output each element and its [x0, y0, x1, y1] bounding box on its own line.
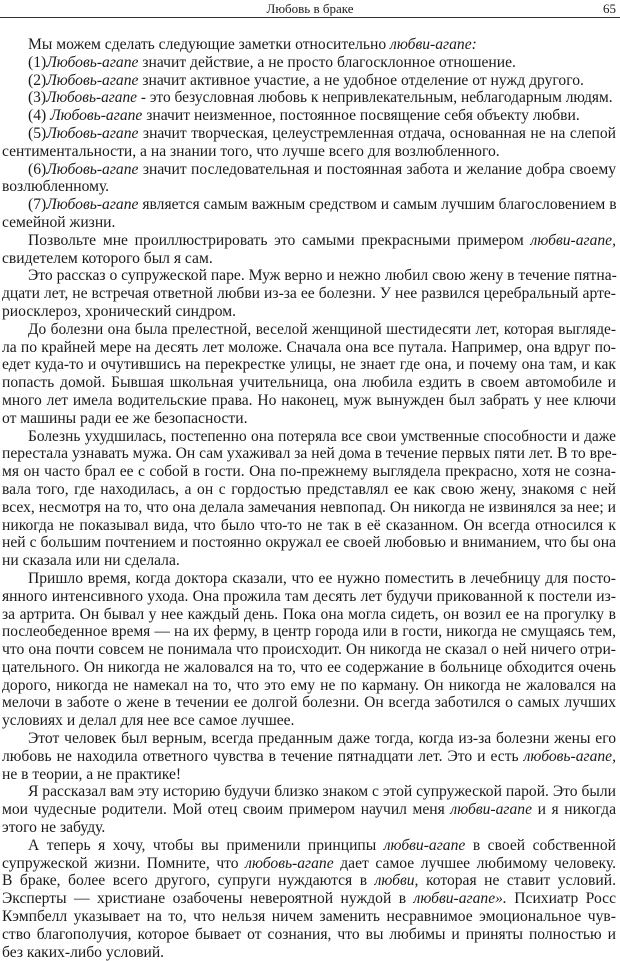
paragraph: [2, 783, 616, 836]
text-segment: от машины ради ее же безопасности.: [2, 409, 248, 427]
text-line: [2, 89, 616, 107]
body-text: [2, 36, 616, 961]
text-segment: - это безусловная любовь к непривлекательным, неблагодарным людям.: [137, 89, 613, 107]
italic-term: Любовь-агапе: [46, 196, 139, 214]
text-line: [2, 285, 616, 303]
text-line: [2, 890, 616, 908]
text-line: [2, 196, 616, 214]
text-line: [2, 641, 616, 659]
text-line: [2, 712, 616, 730]
paragraph: [2, 125, 616, 161]
text-segment: супружеской жизни. Помните, что: [2, 854, 246, 872]
text-line: [2, 748, 616, 766]
text-line: [2, 944, 616, 961]
text-segment: дцати лет, не встречая ответной любви из-за ее болезни. У нее развился церебральный арте-: [2, 285, 616, 303]
text-line: [2, 570, 616, 588]
text-line: [2, 730, 616, 748]
text-segment: всех, несмотря на то, что она делала замечания невпопад. Он никогда не извинялся за нее; и: [2, 498, 616, 516]
text-line: [2, 178, 616, 196]
text-line: [2, 445, 616, 463]
text-segment: возлюбленному.: [2, 178, 110, 196]
paragraph: [2, 54, 616, 72]
text-segment: любовь не находила ответного чувства в течение пятнадцати лет. Это и есть: [2, 747, 524, 765]
text-segment: значит активное участие, а не удобное отделение от нужд другого.: [138, 71, 584, 89]
text-line: [2, 552, 616, 570]
text-segment: вала того, где находилась, а он с гордостью представлял ее как свою жену, знакомя с ней: [2, 480, 616, 498]
text-segment: за артрита. Он бывал у нее каждый день. Пока она могла сидеть, он возил ее на прогулку в: [2, 605, 616, 623]
text-segment: не в теории, а не практике!: [2, 765, 182, 783]
text-line: [2, 837, 616, 855]
text-segment: (6): [28, 160, 47, 178]
text-segment: условиях и делал для нее все самое лучшее.: [2, 712, 295, 730]
paragraph: [2, 107, 616, 125]
text-segment: значит неизменное, постоянное посвящение себя объекту любви.: [142, 107, 580, 125]
text-segment: значит творческая, целеустремленная отдача, основанная не на слепой: [138, 124, 616, 142]
paragraph: [2, 196, 616, 232]
text-line: [2, 303, 616, 321]
italic-term: любви-агапе: [450, 801, 532, 819]
text-segment: значит действие, а не просто благосклонное отношение.: [138, 53, 516, 71]
text-segment: (1): [28, 53, 47, 71]
text-line: [2, 872, 616, 890]
text-line: [2, 659, 616, 677]
paragraph: [2, 570, 616, 730]
italic-term: Любовь-агапе: [46, 53, 139, 71]
text-line: [2, 499, 616, 517]
italic-term: Любовь-агапе: [50, 107, 143, 125]
text-line: [2, 677, 616, 695]
text-segment: много лет имела водительские права. Но наконец, муж вынужден был забрать у нее ключи: [2, 391, 616, 409]
text-line: [2, 606, 616, 624]
text-line: [2, 855, 616, 873]
text-line: [2, 766, 616, 784]
text-segment: сентиментальности, а на знании того, что лучше всего для возлюбленного.: [2, 142, 500, 160]
text-line: [2, 214, 616, 232]
text-segment: мя он часто брал ее с собой в гости. Она по-прежнему выглядела прекрасно, хотя не созна-: [2, 463, 616, 481]
text-line: [2, 374, 616, 392]
text-segment: Пришло время, когда доктора сказали, что ее нужно поместить в лечебницу для посто-: [28, 569, 616, 587]
italic-term: любви-агапе».: [413, 890, 507, 908]
text-segment: До болезни она была прелестной, веселой женщиной шестидесяти лет, которая выгляде-: [28, 320, 616, 338]
text-line: [2, 926, 616, 944]
paragraph: [2, 232, 616, 268]
text-line: [2, 250, 616, 268]
text-line: [2, 534, 616, 552]
page-header: [0, 0, 620, 18]
text-line: [2, 125, 616, 143]
italic-term: любви,: [374, 872, 419, 890]
text-segment: мелочи в заботе о жене в течении ее долгой болезни. Он всегда заботился о самых лучших: [2, 694, 616, 712]
text-segment: Кэмпбелл указывает на то, что нельзя ничем заменить несравнимое эмоциональное чув-: [2, 908, 616, 926]
italic-term: любовь-агапе: [245, 854, 334, 872]
text-segment: семейной жизни.: [2, 213, 116, 231]
text-segment: перестала узнавать мужа. Он сам ухаживал за ней дома в течение первых пяти лет. В то вре-: [2, 445, 617, 463]
text-segment: ла по крайней мере на десять лет моложе. Сначала она все путала. Например, она вдруг по-: [2, 338, 616, 356]
text-segment: Болезнь ухудшилась, постепенно она потеряла все свои умственные способности и даже: [28, 427, 616, 445]
text-segment: янного интенсивного ухода. Она прожила там десять лет будучи прикованной к постели из-: [2, 587, 616, 605]
text-segment: дает самое лучшее любимому человеку.: [333, 854, 616, 872]
text-segment: ни сказала или ни сделала.: [2, 552, 180, 570]
italic-term: любовь-агапе,: [523, 747, 616, 765]
text-line: [2, 428, 616, 446]
text-line: [2, 801, 616, 819]
paragraph: [2, 72, 616, 90]
text-line: [2, 321, 616, 339]
text-segment: (3): [28, 89, 46, 107]
text-segment: (5): [28, 124, 47, 142]
text-segment: риосклероз, хронический синдром.: [2, 302, 237, 320]
paragraph: [2, 89, 616, 107]
text-segment: значит последовательная и постоянная забота и желание добра своему: [138, 160, 616, 178]
text-line: [2, 54, 616, 72]
text-line: [2, 356, 616, 374]
paragraph: [2, 36, 616, 54]
text-segment: попасть домой. Бывшая школьная учительница, она любила ездить в своем автомобиле и: [2, 374, 616, 392]
text-line: [2, 819, 616, 837]
text-line: [2, 517, 616, 535]
text-segment: (7): [28, 196, 47, 214]
text-line: [2, 232, 616, 250]
text-segment: свидетелем которого был я сам.: [2, 249, 213, 267]
text-line: [2, 267, 616, 285]
italic-term: любви-агапе:: [390, 36, 477, 53]
text-segment: Психиатр Росс: [506, 890, 616, 908]
paragraph: [2, 321, 616, 428]
text-segment: цательного. Он никогда не жаловался на то, что ее содержание в больнице обходится очень: [2, 658, 616, 676]
text-segment: едет куда-то и очутившись на перекрестке улицы, не знает где она, и почему она там, и как: [2, 356, 616, 374]
text-line: [2, 161, 616, 179]
text-segment: В браке, более всего другого, супруги нуждаются в: [2, 872, 375, 890]
paragraph: [2, 428, 616, 570]
text-line: [2, 908, 616, 926]
text-line: [2, 107, 616, 125]
text-line: [2, 694, 616, 712]
text-segment: ство благополучия, которое бывает от сознания, что вы любимы и приняты полностью и: [2, 925, 616, 943]
paragraph: [2, 837, 616, 961]
text-segment: что она почти совсем не понимала что происходит. Он никогда не сказал о ней ничего отри-: [2, 641, 616, 659]
text-line: [2, 623, 616, 641]
italic-term: любви-агапе,: [530, 231, 616, 249]
text-segment: которая не ставит условий.: [418, 872, 616, 890]
text-line: [2, 392, 616, 410]
text-segment: послеобеденное время — на их ферму, в центр города или в гости, никогда не смущаясь тем,: [2, 623, 616, 641]
page-number: 65: [603, 1, 616, 16]
paragraph: [2, 161, 616, 197]
text-segment: никогда не показывал вида, что было что-то не так в её сказанном. Он всегда относился к: [2, 516, 616, 534]
italic-term: Любовь-агапе: [46, 71, 139, 89]
text-segment: (2): [28, 71, 47, 89]
text-line: [2, 481, 616, 499]
text-segment: Я рассказал вам эту историю будучи близко знаком с этой супружеской парой. Это были: [28, 783, 616, 801]
italic-term: Любовь-агапе: [45, 89, 137, 107]
running-title: Любовь в браке: [266, 1, 354, 16]
text-segment: Эксперты — христиане озабочены невероятной нуждой в: [2, 890, 414, 908]
text-line: [2, 339, 616, 357]
paragraph: [2, 267, 616, 320]
text-segment: без каких-либо условий.: [2, 943, 165, 961]
text-segment: Этот человек был верным, всегда преданным даже тогда, когда из-за болезни жены его: [28, 730, 616, 748]
text-line: [2, 36, 616, 54]
text-line: [2, 143, 616, 161]
text-segment: дорого, никогда не намекал на то, что это ему не по карману. Он никогда не жаловался на: [2, 676, 616, 694]
text-segment: Это рассказ о супружеской паре. Муж верно и нежно любил свою жену в течение пятна-: [28, 267, 617, 285]
italic-term: Любовь-агапе: [46, 124, 139, 142]
italic-term: любви-агапе: [383, 836, 466, 854]
text-segment: (4): [28, 107, 51, 125]
text-line: [2, 72, 616, 90]
text-segment: Позвольте мне проиллюстрировать это самыми прекрасными примером: [28, 231, 531, 249]
text-segment: мои чудесные родители. Мой отец своим примером научил меня: [2, 801, 451, 819]
text-segment: ней с большим почтением и постоянно окружал ее своей любовью и вниманием, что бы она: [2, 534, 616, 552]
text-segment: и я никогда: [532, 801, 616, 819]
paragraph: [2, 730, 616, 783]
text-line: [2, 588, 616, 606]
text-segment: А теперь я хочу, чтобы вы применили принципы: [28, 836, 384, 854]
text-segment: в своей собственной: [465, 836, 616, 854]
text-line: [2, 410, 616, 428]
text-segment: является самым важным средством и самым лучшим благословением в: [138, 196, 617, 214]
text-segment: этого не забуду.: [2, 819, 106, 837]
italic-term: Любовь-агапе: [46, 160, 139, 178]
text-line: [2, 783, 616, 801]
text-segment: Мы можем сделать следующие заметки относительно: [28, 36, 391, 53]
text-line: [2, 463, 616, 481]
